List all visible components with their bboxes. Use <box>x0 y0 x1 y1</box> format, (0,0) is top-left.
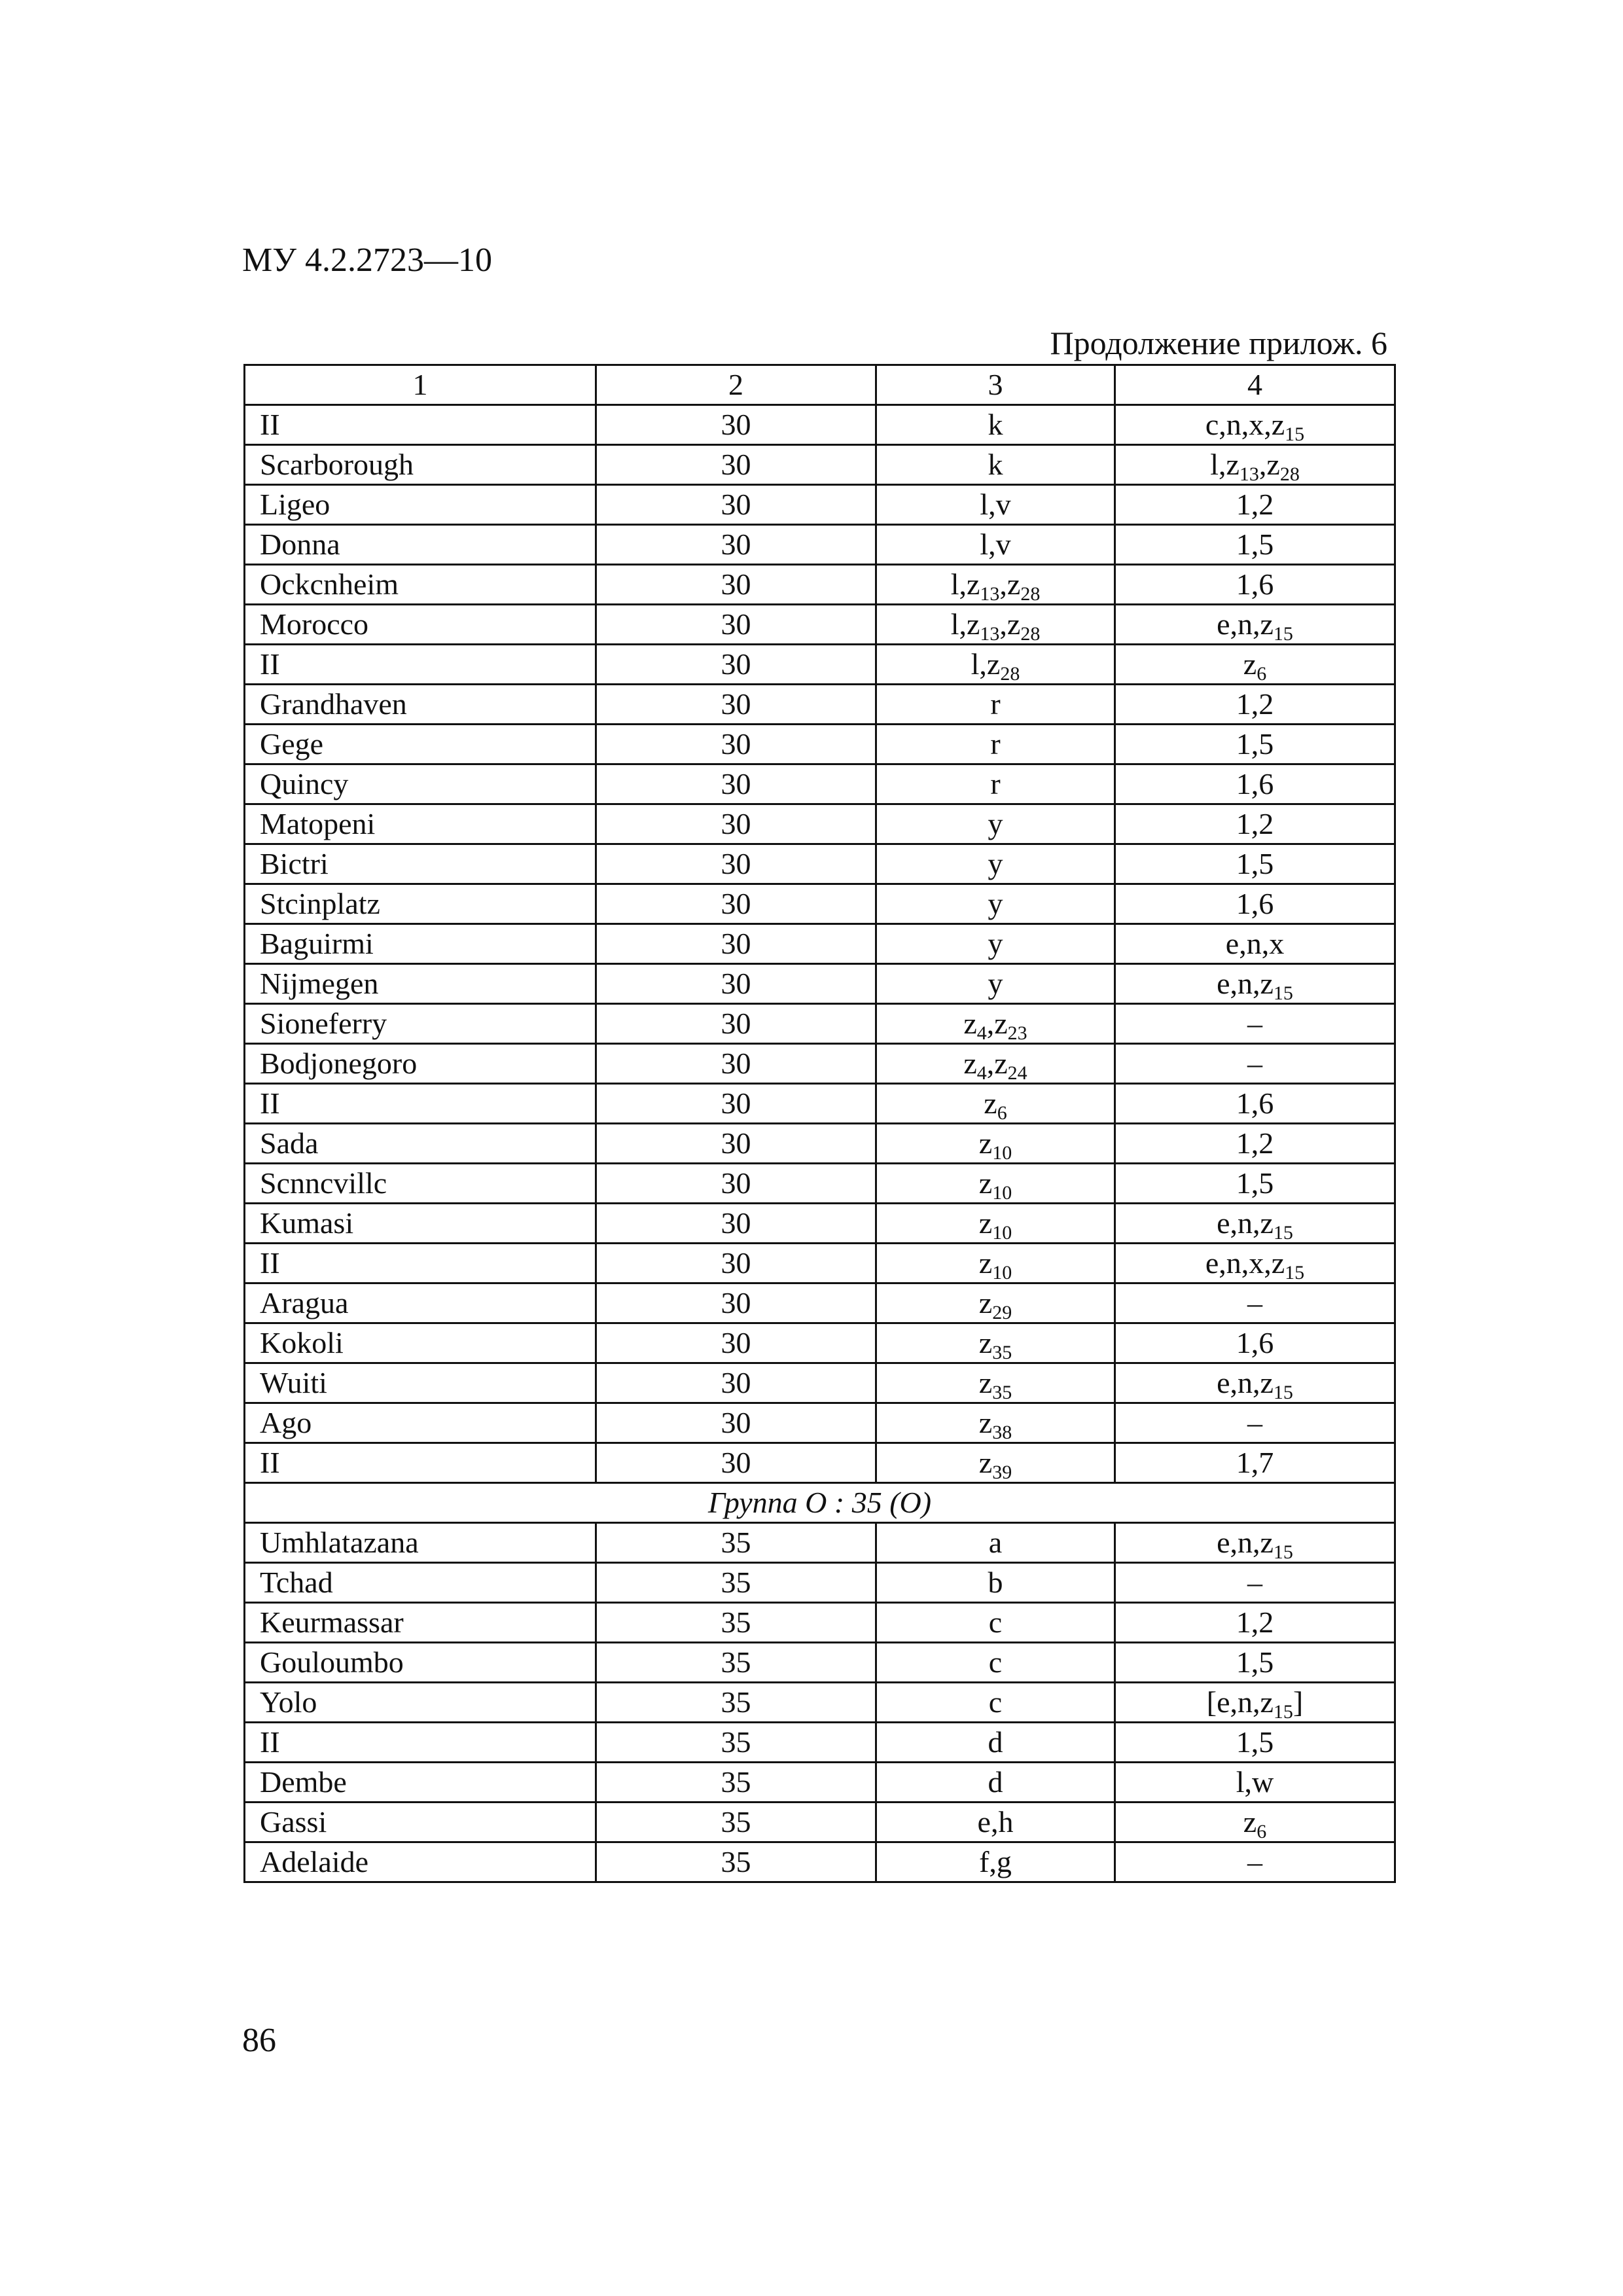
o-antigen-cell: 30 <box>596 1204 876 1244</box>
serovar-name-cell: Ockcnheim <box>245 565 596 605</box>
o-antigen-cell: 35 <box>596 1523 876 1563</box>
serovar-name-cell: Ligeo <box>245 485 596 525</box>
o-antigen-cell: 35 <box>596 1763 876 1803</box>
subscript: 13 <box>980 623 1000 645</box>
table-row <box>245 764 1395 804</box>
serovar-name-cell: Gouloumbo <box>245 1643 596 1683</box>
h-antigen-phase-1-cell: $l,z_{13},z_{28}$ <box>876 565 1115 605</box>
table-row <box>245 1842 1395 1882</box>
table-row <box>245 964 1395 1004</box>
o-antigen-cell: 30 <box>596 1403 876 1443</box>
table-row <box>245 884 1395 924</box>
h-antigen-phase-2-cell: – <box>1115 1563 1395 1603</box>
subscript: 6 <box>1257 663 1267 685</box>
table-row <box>245 1803 1395 1842</box>
table-row <box>245 1044 1395 1084</box>
h-antigen-phase-2-cell: e,n,x <box>1115 924 1395 964</box>
h-antigen-phase-1-cell: c <box>876 1683 1115 1723</box>
table-row <box>245 1164 1395 1204</box>
serovar-name-cell: Gassi <box>245 1803 596 1842</box>
o-antigen-cell: 30 <box>596 844 876 884</box>
h-antigen-phase-2-cell: 1,5 <box>1115 1723 1395 1763</box>
table-row <box>245 1643 1395 1683</box>
table-row <box>245 485 1395 525</box>
table-row <box>245 445 1395 485</box>
serovar-name-cell: Matopeni <box>245 804 596 844</box>
table-row <box>245 1763 1395 1803</box>
h-antigen-phase-2-cell: 1,5 <box>1115 844 1395 884</box>
table-row <box>245 565 1395 605</box>
subscript: 10 <box>992 1142 1012 1164</box>
table-row <box>245 725 1395 764</box>
h-antigen-phase-2-cell: – <box>1115 1842 1395 1882</box>
o-antigen-cell: 30 <box>596 1164 876 1204</box>
h-antigen-phase-1-cell: $l,z_{13},z_{28}$ <box>876 605 1115 645</box>
serovar-name-cell: Donna <box>245 525 596 565</box>
o-antigen-cell: 35 <box>596 1842 876 1882</box>
o-antigen-cell: 30 <box>596 645 876 685</box>
h-antigen-phase-1-cell: l,v <box>876 485 1115 525</box>
subscript: 6 <box>997 1102 1007 1124</box>
serovar-name-cell: Sada <box>245 1124 596 1164</box>
o-antigen-cell: 30 <box>596 1363 876 1403</box>
group-row <box>245 1483 1395 1523</box>
serovar-name-cell: Gege <box>245 725 596 764</box>
o-antigen-cell: 35 <box>596 1563 876 1603</box>
serovar-name-cell: Scarborough <box>245 445 596 485</box>
h-antigen-phase-1-cell: k <box>876 445 1115 485</box>
h-antigen-phase-1-cell: $z_{10}$ <box>876 1164 1115 1204</box>
h-antigen-phase-2-cell: 1,5 <box>1115 525 1395 565</box>
table-row <box>245 685 1395 725</box>
serovar-name-cell: Adelaide <box>245 1842 596 1882</box>
serotype-table <box>243 364 1396 1883</box>
table-row <box>245 924 1395 964</box>
table-row <box>245 605 1395 645</box>
subscript: 24 <box>1007 1062 1027 1084</box>
subscript: 28 <box>1279 463 1300 485</box>
subscript: 10 <box>992 1262 1012 1283</box>
o-antigen-cell: 30 <box>596 525 876 565</box>
subscript: 29 <box>992 1302 1012 1323</box>
h-antigen-phase-1-cell: c <box>876 1603 1115 1643</box>
table-row <box>245 1323 1395 1363</box>
table-row <box>245 1283 1395 1323</box>
table-row <box>245 1403 1395 1443</box>
o-antigen-cell: 30 <box>596 1443 876 1483</box>
subscript: 15 <box>1285 423 1305 445</box>
serovar-name-cell: II <box>245 1084 596 1124</box>
serovar-name-cell: Stcinplatz <box>245 884 596 924</box>
h-antigen-phase-1-cell: a <box>876 1523 1115 1563</box>
subscript: 6 <box>1257 1821 1267 1842</box>
o-antigen-cell: 30 <box>596 1044 876 1084</box>
o-antigen-cell: 30 <box>596 1124 876 1164</box>
h-antigen-phase-1-cell: l,v <box>876 525 1115 565</box>
o-antigen-cell: 30 <box>596 605 876 645</box>
o-antigen-cell: 30 <box>596 964 876 1004</box>
h-antigen-phase-1-cell: $z_{10}$ <box>876 1204 1115 1244</box>
h-antigen-phase-1-cell: f,g <box>876 1842 1115 1882</box>
o-antigen-cell: 35 <box>596 1683 876 1723</box>
h-antigen-phase-2-cell: $z_6$ <box>1115 645 1395 685</box>
subscript: 38 <box>992 1422 1012 1443</box>
o-antigen-cell: 30 <box>596 764 876 804</box>
h-antigen-phase-2-cell: $e,n,z_{15}$ <box>1115 1363 1395 1403</box>
table-row <box>245 844 1395 884</box>
o-antigen-cell: 30 <box>596 1084 876 1124</box>
subscript: 15 <box>1273 1701 1293 1723</box>
h-antigen-phase-2-cell: $l,z_{13},z_{28}$ <box>1115 445 1395 485</box>
serovar-name-cell: Dembe <box>245 1763 596 1803</box>
subscript: 35 <box>992 1342 1012 1363</box>
table-row <box>245 1084 1395 1124</box>
h-antigen-phase-1-cell: y <box>876 964 1115 1004</box>
table-header-row <box>245 365 1395 405</box>
table-row <box>245 1443 1395 1483</box>
o-antigen-cell: 30 <box>596 685 876 725</box>
subscript: 15 <box>1273 1382 1293 1403</box>
h-antigen-phase-1-cell: $z_{38}$ <box>876 1403 1115 1443</box>
serovar-name-cell: Grandhaven <box>245 685 596 725</box>
table-row <box>245 1603 1395 1643</box>
h-antigen-phase-2-cell: $e,n,z_{15}$ <box>1115 605 1395 645</box>
serovar-name-cell: Morocco <box>245 605 596 645</box>
serovar-name-cell: Scnncvillc <box>245 1164 596 1204</box>
h-antigen-phase-1-cell: c <box>876 1643 1115 1683</box>
h-antigen-phase-1-cell: $z_{35}$ <box>876 1323 1115 1363</box>
h-antigen-phase-2-cell: 1,6 <box>1115 565 1395 605</box>
subscript: 23 <box>1007 1022 1027 1044</box>
h-antigen-phase-2-cell: 1,2 <box>1115 485 1395 525</box>
o-antigen-cell: 30 <box>596 725 876 764</box>
serovar-name-cell: Yolo <box>245 1683 596 1723</box>
h-antigen-phase-1-cell: $l,z_{28}$ <box>876 645 1115 685</box>
h-antigen-phase-2-cell: 1,2 <box>1115 1603 1395 1643</box>
h-antigen-phase-2-cell: – <box>1115 1004 1395 1044</box>
subscript: 13 <box>1239 463 1259 485</box>
o-antigen-cell: 30 <box>596 445 876 485</box>
group-label: Группа O : 35 (O) <box>245 1483 1395 1523</box>
h-antigen-phase-2-cell: $e,n,z_{15}$ <box>1115 964 1395 1004</box>
h-antigen-phase-2-cell: l,w <box>1115 1763 1395 1803</box>
h-antigen-phase-1-cell: y <box>876 844 1115 884</box>
serovar-name-cell: Wuiti <box>245 1363 596 1403</box>
o-antigen-cell: 30 <box>596 1244 876 1283</box>
table-row <box>245 1723 1395 1763</box>
o-antigen-cell: 30 <box>596 565 876 605</box>
o-antigen-cell: 30 <box>596 1323 876 1363</box>
column-number-2: 2 <box>596 365 876 405</box>
h-antigen-phase-2-cell: 1,6 <box>1115 764 1395 804</box>
serovar-name-cell: Tchad <box>245 1563 596 1603</box>
serovar-name-cell: Nijmegen <box>245 964 596 1004</box>
serovar-name-cell: Keurmassar <box>245 1603 596 1643</box>
subscript: 35 <box>992 1382 1012 1403</box>
h-antigen-phase-2-cell: 1,5 <box>1115 1164 1395 1204</box>
subscript: 28 <box>1020 623 1041 645</box>
h-antigen-phase-2-cell: 1,6 <box>1115 1323 1395 1363</box>
serovar-name-cell: Kumasi <box>245 1204 596 1244</box>
column-number-1: 1 <box>245 365 596 405</box>
subscript: 28 <box>1000 663 1020 685</box>
subscript: 15 <box>1273 1541 1293 1563</box>
h-antigen-phase-2-cell: 1,7 <box>1115 1443 1395 1483</box>
h-antigen-phase-1-cell: $z_6$ <box>876 1084 1115 1124</box>
subscript: 10 <box>992 1182 1012 1204</box>
subscript: 28 <box>1020 583 1041 605</box>
h-antigen-phase-1-cell: r <box>876 725 1115 764</box>
o-antigen-cell: 35 <box>596 1603 876 1643</box>
o-antigen-cell: 30 <box>596 1004 876 1044</box>
h-antigen-phase-1-cell: e,h <box>876 1803 1115 1842</box>
o-antigen-cell: 30 <box>596 804 876 844</box>
subscript: 4 <box>976 1022 987 1044</box>
h-antigen-phase-2-cell: – <box>1115 1403 1395 1443</box>
o-antigen-cell: 35 <box>596 1723 876 1763</box>
h-antigen-phase-1-cell: $z_4,z_{24}$ <box>876 1044 1115 1084</box>
h-antigen-phase-1-cell: $z_4,z_{23}$ <box>876 1004 1115 1044</box>
table-row <box>245 1204 1395 1244</box>
h-antigen-phase-2-cell: – <box>1115 1283 1395 1323</box>
serovar-name-cell: Umhlatazana <box>245 1523 596 1563</box>
h-antigen-phase-2-cell: 1,6 <box>1115 1084 1395 1124</box>
h-antigen-phase-2-cell: $e,n,z_{15}$ <box>1115 1523 1395 1563</box>
subscript: 15 <box>1273 982 1293 1004</box>
serovar-name-cell: Sioneferry <box>245 1004 596 1044</box>
document-code: МУ 4.2.2723—10 <box>242 242 493 279</box>
o-antigen-cell: 35 <box>596 1803 876 1842</box>
h-antigen-phase-1-cell: $z_{10}$ <box>876 1124 1115 1164</box>
o-antigen-cell: 30 <box>596 485 876 525</box>
table-row <box>245 405 1395 445</box>
subscript: 39 <box>992 1462 1012 1483</box>
o-antigen-cell: 35 <box>596 1643 876 1683</box>
serovar-name-cell: Ago <box>245 1403 596 1443</box>
h-antigen-phase-1-cell: $z_{10}$ <box>876 1244 1115 1283</box>
subscript: 15 <box>1285 1262 1305 1283</box>
h-antigen-phase-1-cell: $z_{35}$ <box>876 1363 1115 1403</box>
serovar-name-cell: II <box>245 1244 596 1283</box>
h-antigen-phase-1-cell: $z_{39}$ <box>876 1443 1115 1483</box>
h-antigen-phase-2-cell: $[e,n,z_{15}]$ <box>1115 1683 1395 1723</box>
column-number-3: 3 <box>876 365 1115 405</box>
serovar-name-cell: Quincy <box>245 764 596 804</box>
continuation-note: Продолжение прилож. 6 <box>1050 325 1387 361</box>
subscript: 13 <box>980 583 1000 605</box>
h-antigen-phase-1-cell: r <box>876 685 1115 725</box>
h-antigen-phase-1-cell: y <box>876 924 1115 964</box>
h-antigen-phase-2-cell: 1,5 <box>1115 1643 1395 1683</box>
subscript: 15 <box>1273 623 1293 645</box>
h-antigen-phase-1-cell: d <box>876 1723 1115 1763</box>
h-antigen-phase-2-cell: $e,n,x,z_{15}$ <box>1115 1244 1395 1283</box>
serovar-name-cell: Aragua <box>245 1283 596 1323</box>
h-antigen-phase-1-cell: d <box>876 1763 1115 1803</box>
serovar-name-cell: Kokoli <box>245 1323 596 1363</box>
serovar-name-cell: II <box>245 1723 596 1763</box>
h-antigen-phase-2-cell: – <box>1115 1044 1395 1084</box>
h-antigen-phase-2-cell: 1,6 <box>1115 884 1395 924</box>
table-row <box>245 1563 1395 1603</box>
serovar-name-cell: II <box>245 405 596 445</box>
table-row <box>245 1004 1395 1044</box>
table-row <box>245 1244 1395 1283</box>
h-antigen-phase-2-cell: 1,2 <box>1115 685 1395 725</box>
serovar-name-cell: Bodjonegoro <box>245 1044 596 1084</box>
table-row <box>245 525 1395 565</box>
table-row <box>245 1124 1395 1164</box>
serovar-name-cell: Bictri <box>245 844 596 884</box>
table-row <box>245 804 1395 844</box>
serovar-name-cell: II <box>245 1443 596 1483</box>
table-row <box>245 1683 1395 1723</box>
h-antigen-phase-2-cell: 1,5 <box>1115 725 1395 764</box>
h-antigen-phase-1-cell: y <box>876 804 1115 844</box>
o-antigen-cell: 30 <box>596 405 876 445</box>
serovar-name-cell: II <box>245 645 596 685</box>
h-antigen-phase-2-cell: $e,n,z_{15}$ <box>1115 1204 1395 1244</box>
h-antigen-phase-2-cell: $c,n,x,z_{15}$ <box>1115 405 1395 445</box>
table-row <box>245 1523 1395 1563</box>
o-antigen-cell: 30 <box>596 1283 876 1323</box>
subscript: 15 <box>1273 1222 1293 1244</box>
h-antigen-phase-2-cell: 1,2 <box>1115 1124 1395 1164</box>
h-antigen-phase-2-cell: 1,2 <box>1115 804 1395 844</box>
h-antigen-phase-1-cell: r <box>876 764 1115 804</box>
subscript: 10 <box>992 1222 1012 1244</box>
h-antigen-phase-2-cell: $z_6$ <box>1115 1803 1395 1842</box>
serovar-name-cell: Baguirmi <box>245 924 596 964</box>
h-antigen-phase-1-cell: k <box>876 405 1115 445</box>
subscript: 4 <box>976 1062 987 1084</box>
h-antigen-phase-1-cell: $z_{29}$ <box>876 1283 1115 1323</box>
o-antigen-cell: 30 <box>596 924 876 964</box>
h-antigen-phase-1-cell: y <box>876 884 1115 924</box>
page-number: 86 <box>242 2022 276 2059</box>
column-number-4: 4 <box>1115 365 1395 405</box>
table-row <box>245 1363 1395 1403</box>
o-antigen-cell: 30 <box>596 884 876 924</box>
table-row <box>245 645 1395 685</box>
h-antigen-phase-1-cell: b <box>876 1563 1115 1603</box>
